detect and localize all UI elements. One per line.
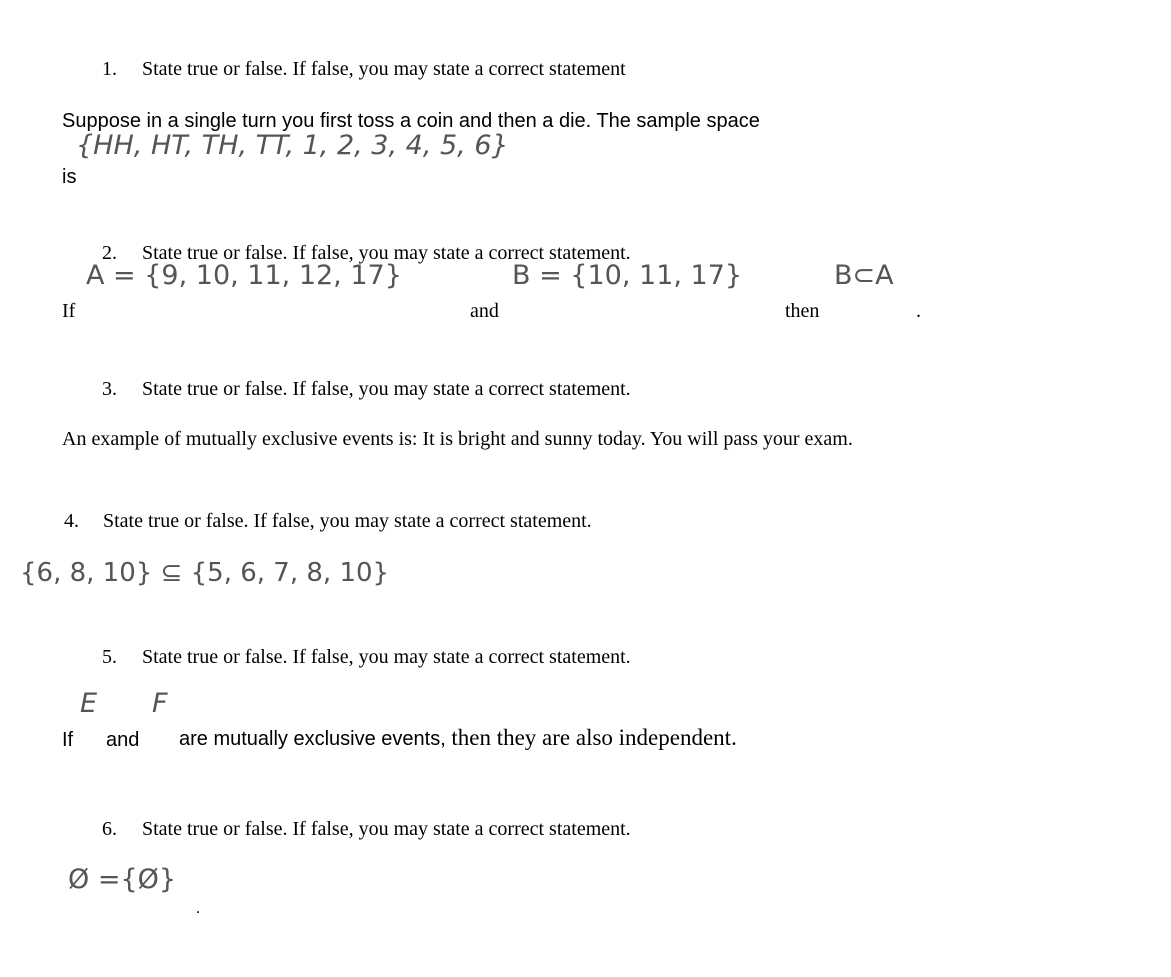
question-1-tail: is xyxy=(62,166,77,188)
question-6-math: Ø ={Ø} xyxy=(68,864,177,895)
question-1-header xyxy=(102,58,626,81)
question-5-event-e: E xyxy=(80,688,98,719)
question-5-text-serif: then they are also independent. xyxy=(451,725,737,750)
question-1-number: 1. xyxy=(102,58,117,80)
question-1-instruction: State true or false. If false, you may state a correct statement xyxy=(142,58,626,80)
question-2-number: 2. xyxy=(102,242,117,264)
question-3-header xyxy=(102,378,631,401)
question-2-word-if: If xyxy=(62,300,76,322)
question-5-event-f: F xyxy=(152,688,168,719)
question-6-instruction: State true or false. If false, you may state a correct statement. xyxy=(142,818,631,840)
question-6-number: 6. xyxy=(102,818,117,840)
question-5-header xyxy=(102,646,631,669)
question-5-text-sans: are mutually exclusive events, xyxy=(179,728,452,750)
question-3-instruction: State true or false. If false, you may state a correct statement. xyxy=(142,378,631,400)
question-1-sample-space: {HH, HT, TH, TT, 1, 2, 3, 4, 5, 6} xyxy=(76,130,509,161)
question-5-word-if: If xyxy=(62,729,74,751)
question-2-subset-relation: B⊂A xyxy=(834,260,894,291)
question-2-set-a: A = {9, 10, 11, 12, 17} xyxy=(86,260,402,291)
question-2-set-b: B = {10, 11, 17} xyxy=(512,260,743,291)
question-5-number: 5. xyxy=(102,646,117,668)
question-5-text xyxy=(179,725,737,751)
question-3-text: An example of mutually exclusive events is: It is bright and sunny today. You will pass your exam. xyxy=(62,428,853,450)
question-4-instruction: State true or false. If false, you may state a correct statement. xyxy=(103,510,592,532)
question-3-number: 3. xyxy=(102,378,117,400)
question-2-word-then: then xyxy=(785,300,820,322)
question-4-header xyxy=(64,510,592,533)
question-2-period: . xyxy=(916,300,921,322)
question-2-instruction: State true or false. If false, you may state a correct statement. xyxy=(142,242,631,264)
question-2-word-and: and xyxy=(470,300,499,322)
question-5-instruction: State true or false. If false, you may state a correct statement. xyxy=(142,646,631,668)
question-1-text: Suppose in a single turn you first toss a coin and then a die. The sample space xyxy=(62,110,760,132)
question-4-number: 4. xyxy=(64,510,79,532)
question-6-period: . xyxy=(196,900,200,917)
question-6-header xyxy=(102,818,631,841)
question-5-word-and: and xyxy=(106,729,140,751)
question-4-math: {6, 8, 10} ⊆ {5, 6, 7, 8, 10} xyxy=(20,558,390,588)
